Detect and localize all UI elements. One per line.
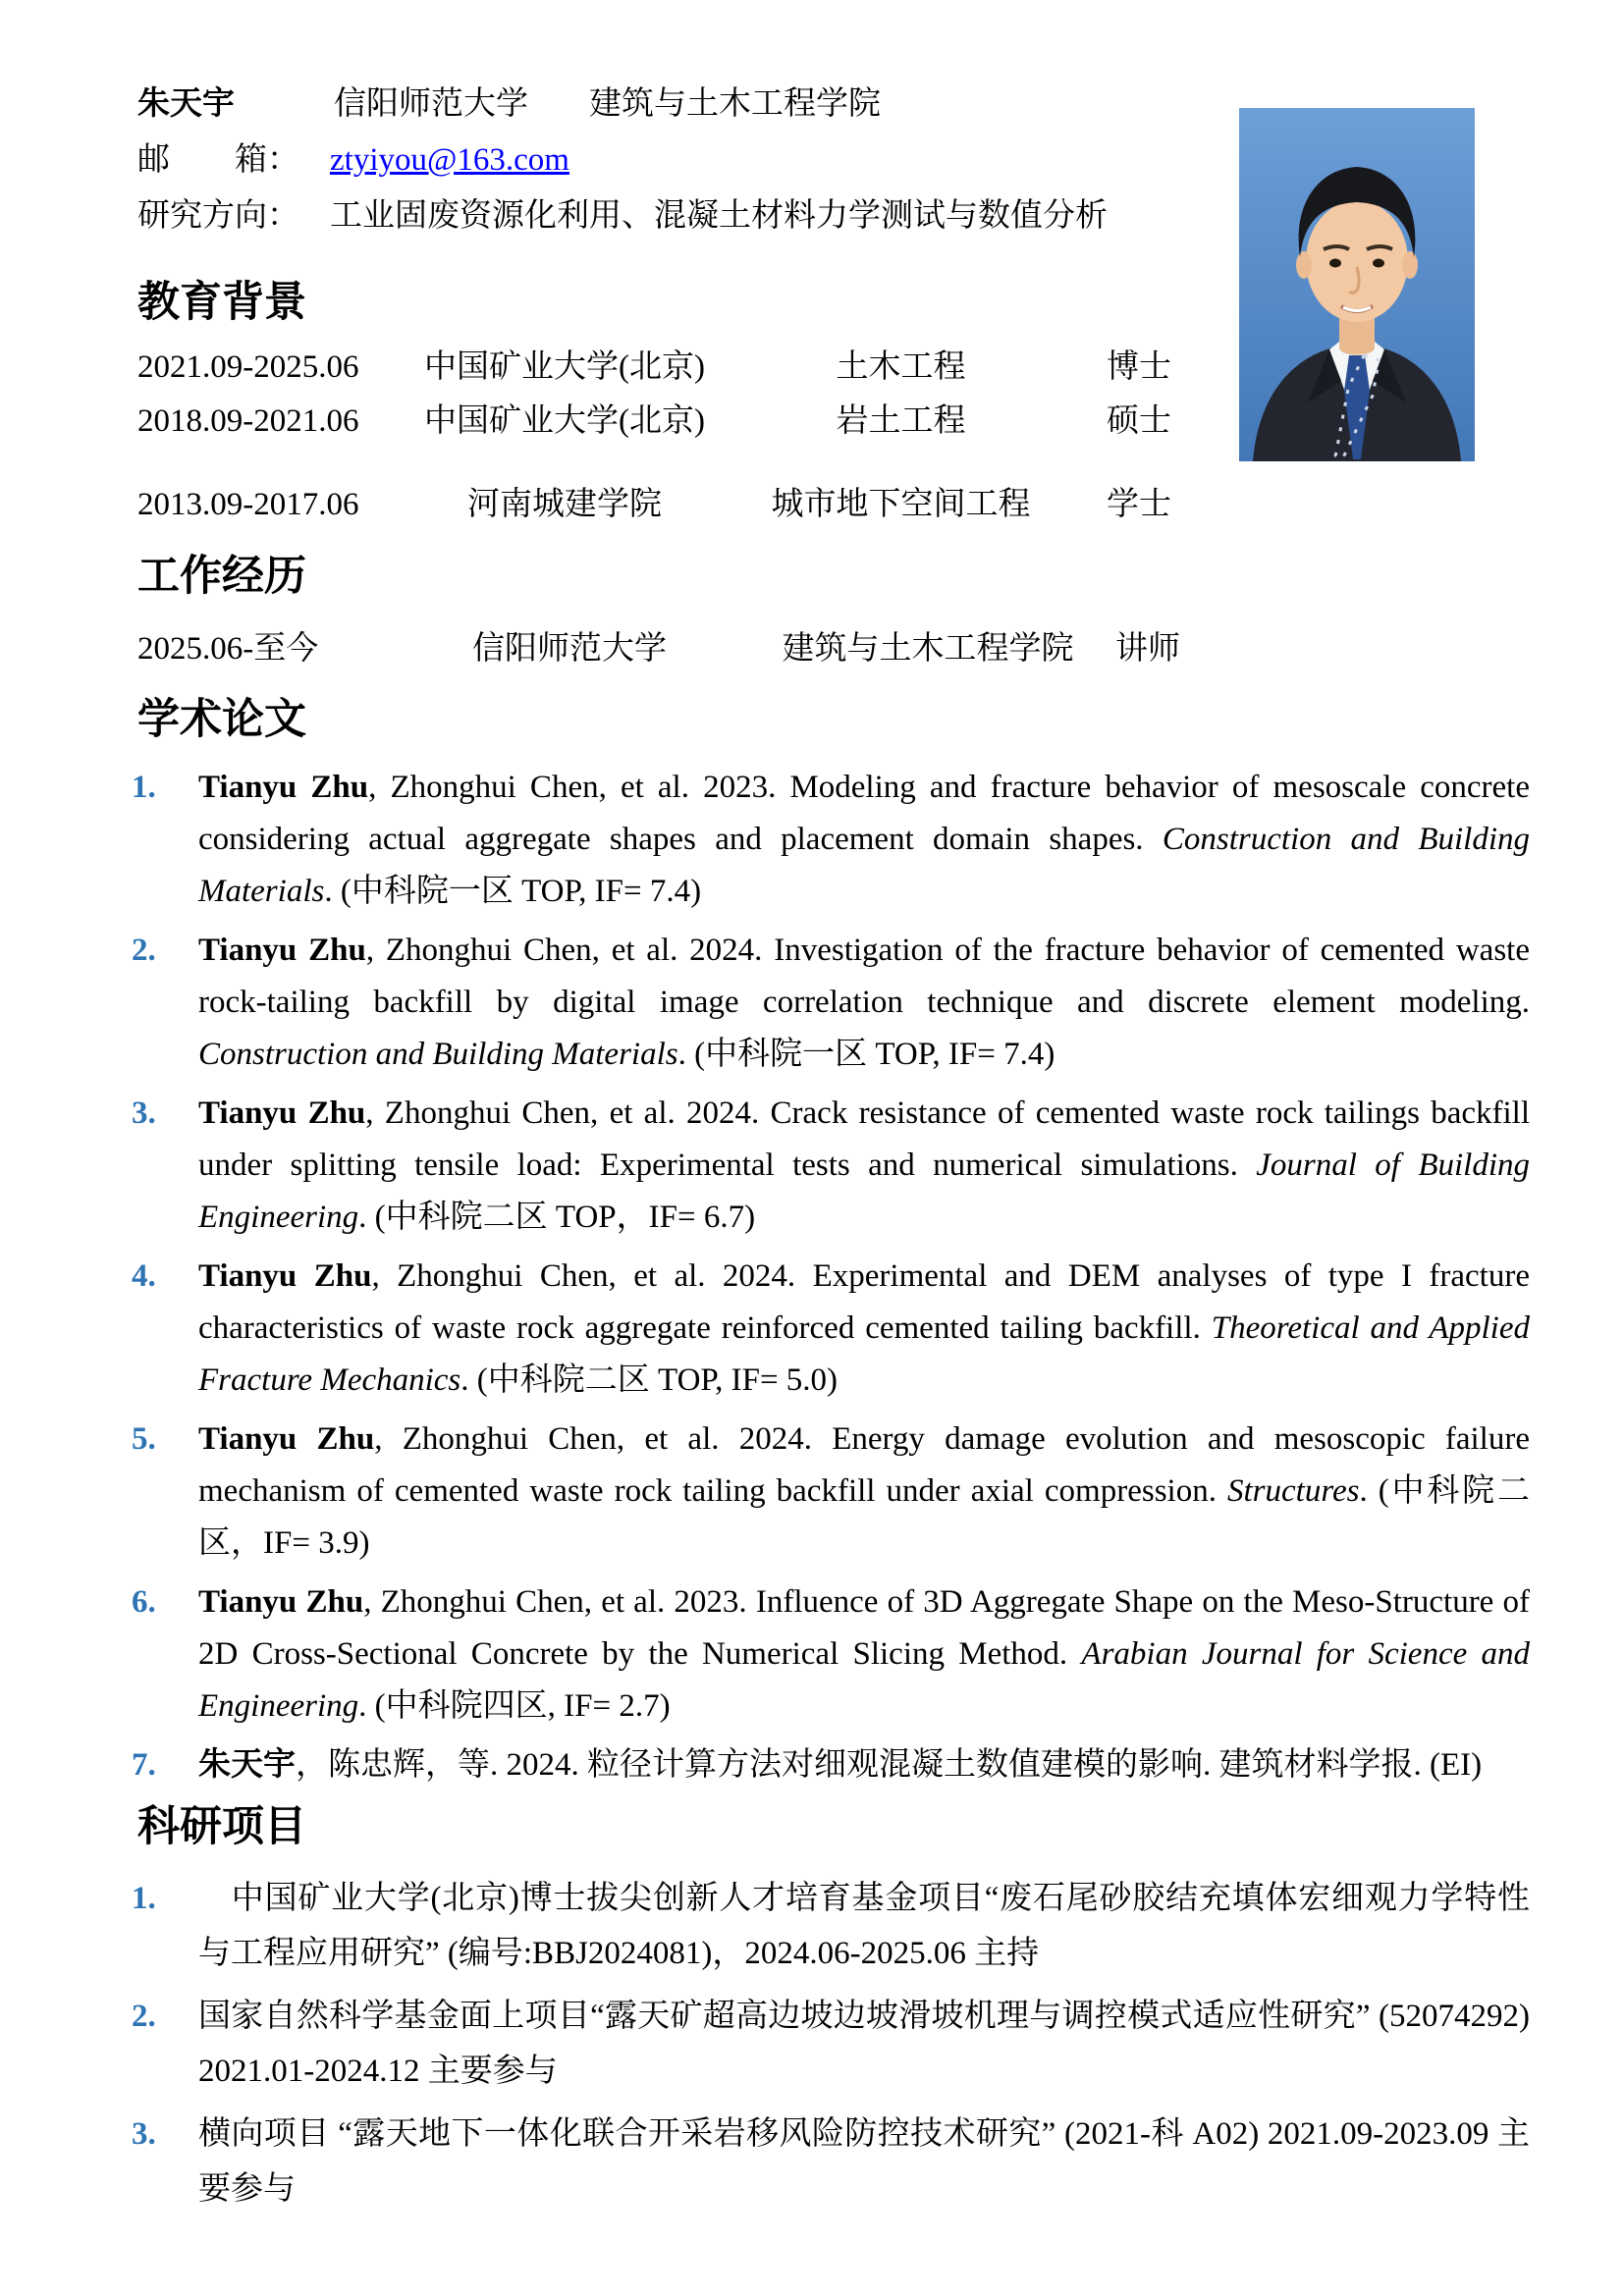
paper-body: , Zhonghui Chen, et al. 2024. Crack resistance of cemented waste rock tailings backfill under splitting tensile load: Experimental tests and numerical simulations. bbox=[198, 1095, 1530, 1183]
paper-body: , Zhonghui Chen, et al. 2024. Experimental and DEM analyses of type I fracture characteristics of waste rock aggregate reinforced cemented tailing backfill. bbox=[198, 1258, 1530, 1346]
email-link[interactable]: ztyiyou@163.com bbox=[330, 142, 569, 178]
section-title-education: 教育背景 bbox=[137, 279, 306, 326]
paper-tail: . (中科院二区，IF= 3.9) bbox=[198, 1473, 1530, 1561]
paper-item bbox=[132, 1414, 1530, 1570]
project-number: 3. bbox=[132, 2116, 156, 2152]
project-item bbox=[132, 2107, 1530, 2216]
paper-number: 5. bbox=[132, 1421, 156, 1457]
paper-body: , Zhonghui Chen, et al. 2023. Modeling and fracture behavior of mesoscale concrete considering actual aggregate shapes and placement domain shapes. bbox=[198, 770, 1530, 857]
email-label: 邮 箱： bbox=[137, 142, 299, 178]
section-title-projects: 科研项目 bbox=[137, 1803, 306, 1850]
paper-item bbox=[132, 1739, 1530, 1791]
research-direction-value: 工业固废资源化利用、混凝土材料力学测试与数值分析 bbox=[330, 198, 1108, 234]
paper-authors: Tianyu Zhu bbox=[198, 770, 369, 805]
paper-number: 7. bbox=[132, 1747, 156, 1783]
paper-tail: . (中科院一区 TOP, IF= 7.4) bbox=[677, 1037, 1056, 1072]
paper-journal: Structures bbox=[1227, 1473, 1360, 1509]
paper-tail: . (中科院二区 TOP，IF= 6.7) bbox=[358, 1200, 756, 1235]
paper-item bbox=[132, 762, 1530, 918]
paper-journal: Construction and Building Materials bbox=[198, 1037, 678, 1072]
paper-item bbox=[132, 1251, 1530, 1407]
edu-major: 土木工程 bbox=[836, 349, 966, 385]
edu-school: 河南城建学院 bbox=[467, 487, 662, 522]
edu-period: 2013.09-2017.06 bbox=[137, 487, 359, 522]
edu-degree: 博士 bbox=[1107, 349, 1171, 385]
edu-school: 中国矿业大学(北京) bbox=[424, 403, 705, 439]
work-period: 2025.06-至今 bbox=[137, 631, 319, 667]
person-name: 朱天宇 bbox=[137, 86, 235, 122]
paper-number: 1. bbox=[132, 770, 156, 805]
university-name: 信阳师范大学 bbox=[334, 86, 528, 122]
paper-item bbox=[132, 1088, 1530, 1244]
paper-authors: Tianyu Zhu bbox=[198, 1258, 372, 1294]
section-title-papers: 学术论文 bbox=[137, 696, 306, 743]
paper-authors: Tianyu Zhu bbox=[198, 933, 366, 968]
paper-journal: Journal of Building Engineering bbox=[198, 1148, 1530, 1235]
paper-number: 2. bbox=[132, 933, 156, 968]
project-number: 1. bbox=[132, 1881, 156, 1916]
paper-journal: Theoretical and Applied Fracture Mechanics bbox=[198, 1310, 1530, 1398]
paper-body: , Zhonghui Chen, et al. 2024. Investigation of the fracture behavior of cemented waste rock-tailing backfill by digital image correlation technique and discrete element modeling. bbox=[198, 933, 1530, 1020]
project-number: 2. bbox=[132, 1999, 156, 2034]
profile-photo bbox=[1239, 108, 1475, 461]
research-direction-label: 研究方向： bbox=[137, 198, 299, 234]
project-text: 横向项目 “露天地下一体化联合开采岩移风险防控技术研究” (2021-科 A02) 2021.09-2023.09 主要参与 bbox=[198, 2116, 1530, 2207]
paper-body: ，陈忠辉，等. 2024. 粒径计算方法对细观混凝土数值建模的影响. 建筑材料学报. (EI) bbox=[296, 1747, 1483, 1783]
work-position: 讲师 bbox=[1115, 631, 1180, 667]
college-name: 建筑与土木工程学院 bbox=[589, 86, 881, 122]
project-item bbox=[132, 1989, 1530, 2099]
edu-degree: 硕士 bbox=[1107, 403, 1171, 439]
edu-period: 2018.09-2021.06 bbox=[137, 403, 359, 439]
project-item bbox=[132, 1871, 1530, 1981]
paper-tail: . (中科院二区 TOP, IF= 5.0) bbox=[460, 1362, 839, 1398]
work-row bbox=[137, 622, 1530, 676]
paper-list bbox=[132, 762, 1530, 1791]
paper-item bbox=[132, 925, 1530, 1081]
edu-major: 城市地下空间工程 bbox=[771, 487, 1031, 522]
paper-tail: . (中科院四区, IF= 2.7) bbox=[358, 1688, 671, 1724]
paper-authors: Tianyu Zhu bbox=[198, 1421, 375, 1457]
paper-number: 6. bbox=[132, 1584, 156, 1620]
edu-degree: 学士 bbox=[1107, 487, 1171, 522]
work-table bbox=[137, 622, 1530, 676]
paper-body: , Zhonghui Chen, et al. 2024. Energy damage evolution and mesoscopic failure mechanism of cemented waste rock tailing backfill under axial compression. bbox=[198, 1421, 1530, 1509]
edu-period: 2021.09-2025.06 bbox=[137, 349, 359, 385]
project-text: 中国矿业大学(北京)博士拔尖创新人才培育基金项目“废石尾砂胶结充填体宏细观力学特性与工程应用研究” (编号:BBJ2024081)，2024.06-2025.06 主持 bbox=[198, 1881, 1530, 1971]
paper-number: 4. bbox=[132, 1258, 156, 1294]
paper-item bbox=[132, 1576, 1530, 1733]
edu-major: 岩土工程 bbox=[836, 403, 966, 439]
paper-number: 3. bbox=[132, 1095, 156, 1131]
section-title-work: 工作经历 bbox=[137, 553, 306, 600]
work-department: 建筑与土木工程学院 bbox=[782, 631, 1074, 667]
edu-school: 中国矿业大学(北京) bbox=[424, 349, 705, 385]
paper-authors: Tianyu Zhu bbox=[198, 1095, 366, 1131]
paper-tail: . (中科院一区 TOP, IF= 7.4) bbox=[324, 874, 702, 909]
education-row bbox=[137, 478, 1530, 532]
paper-journal: Arabian Journal for Science and Engineering bbox=[198, 1636, 1530, 1724]
work-organization: 信阳师范大学 bbox=[472, 631, 667, 667]
paper-journal: Construction and Building Materials bbox=[198, 822, 1530, 909]
paper-authors: 朱天宇 bbox=[198, 1747, 296, 1783]
paper-body: , Zhonghui Chen, et al. 2023. Influence of 3D Aggregate Shape on the Meso-Structure of 2D Cross-Sectional Concrete by the Numerical Slicing Method. bbox=[198, 1584, 1530, 1672]
project-text: 国家自然科学基金面上项目“露天矿超高边坡边坡滑坡机理与调控模式适应性研究” (52074292) 2021.01-2024.12 主要参与 bbox=[198, 1999, 1530, 2089]
paper-authors: Tianyu Zhu bbox=[198, 1584, 364, 1620]
project-list bbox=[132, 1871, 1530, 2216]
